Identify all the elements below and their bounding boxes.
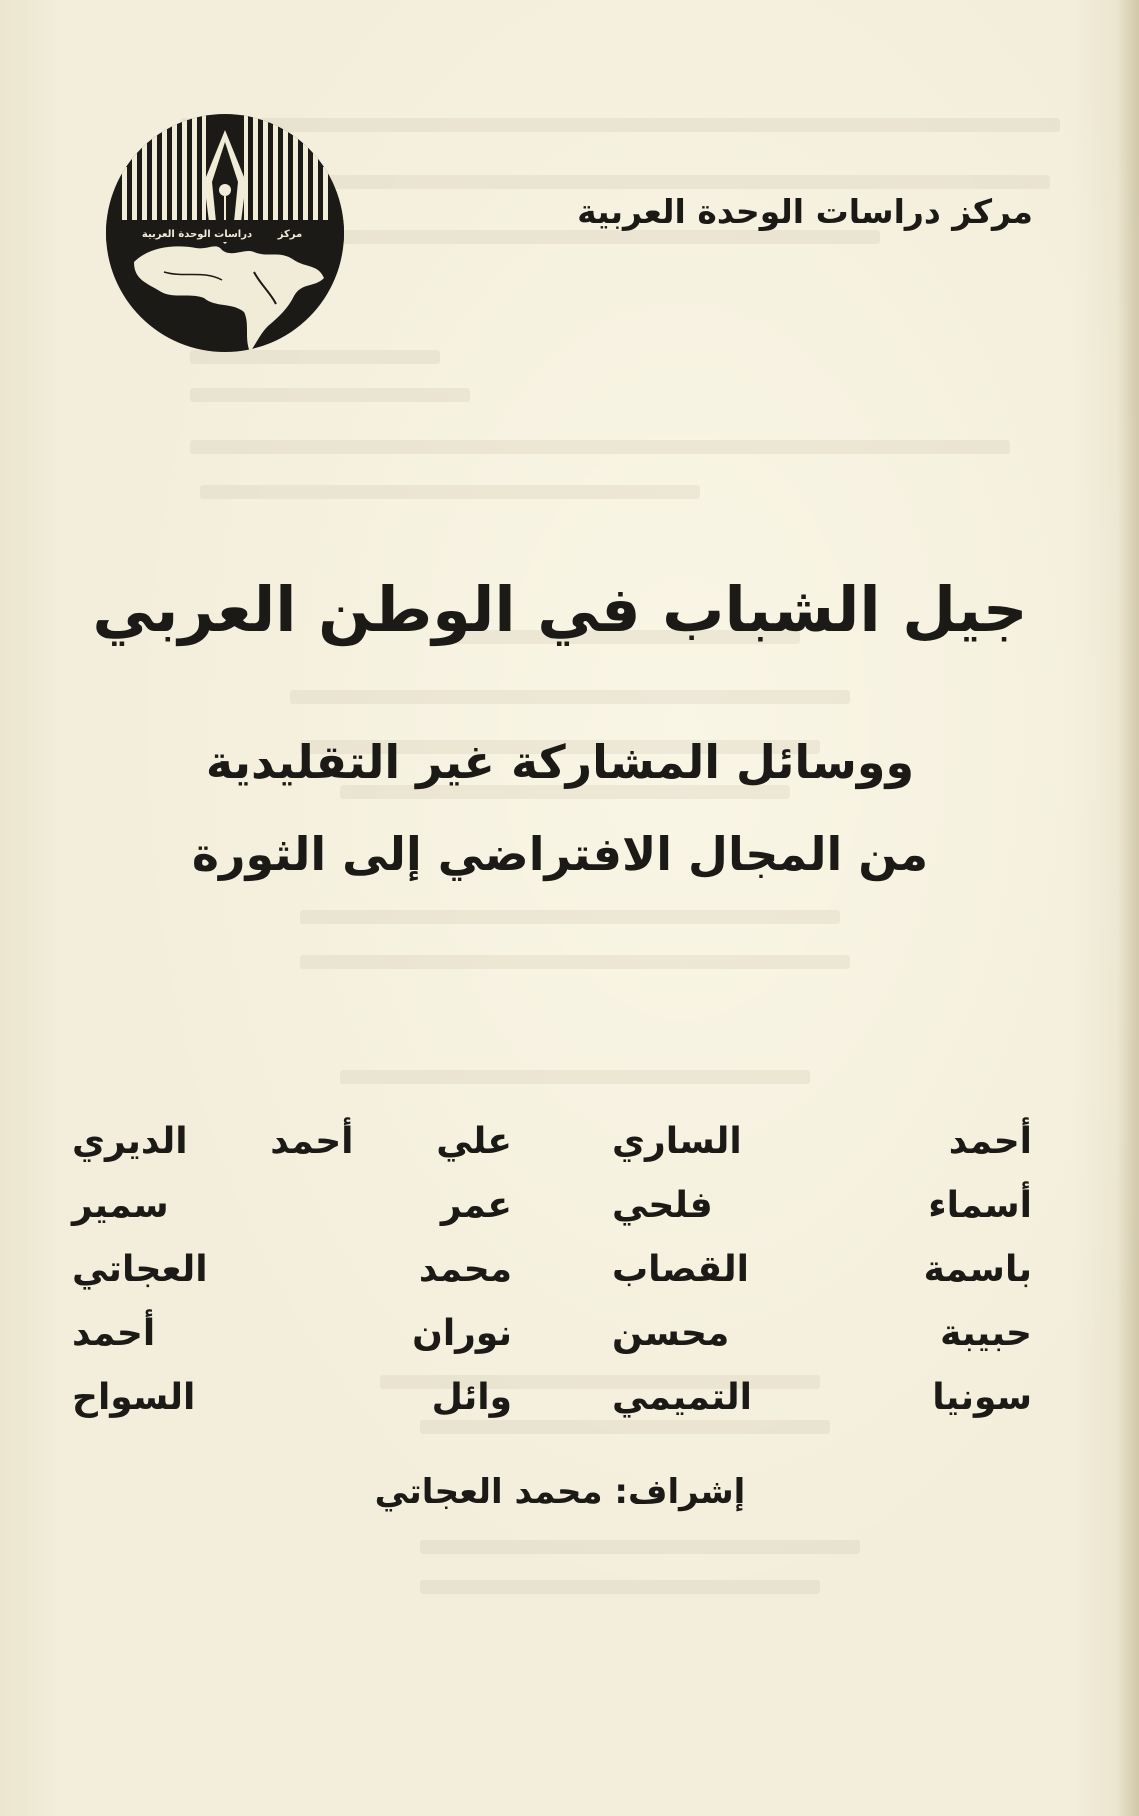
author-name: نوران أحمد bbox=[72, 1313, 512, 1354]
book-title: جيل الشباب في الوطن العربي bbox=[92, 573, 1028, 646]
book-subtitle-line-1: ووسائل المشاركة غير التقليدية bbox=[205, 735, 915, 789]
author-name: محمد العجاتي bbox=[72, 1249, 512, 1290]
page-edge-shadow bbox=[1117, 0, 1139, 1816]
author-name: وائل السواح bbox=[72, 1377, 512, 1418]
publisher-logo bbox=[104, 112, 346, 354]
author-name: علي أحمد الديري bbox=[72, 1121, 512, 1162]
author-name: حبيبة محسن bbox=[612, 1313, 1032, 1354]
book-subtitle-line-2: من المجال الافتراضي إلى الثورة bbox=[191, 827, 929, 881]
author-name: عمر سمير bbox=[72, 1185, 512, 1226]
authors-column-right bbox=[612, 1110, 1032, 1430]
author-name: باسمة القصاب bbox=[612, 1249, 1032, 1290]
supervision-credit: إشراف: محمد العجاتي bbox=[374, 1472, 746, 1512]
author-name: سونيا التميمي bbox=[612, 1377, 1032, 1418]
author-name: أحمد الساري bbox=[612, 1121, 1032, 1162]
publisher-name: مركز دراسات الوحدة العربية bbox=[577, 192, 1033, 231]
logo-caption-right: مركز bbox=[277, 229, 303, 240]
author-name: أسماء فلحي bbox=[612, 1185, 1032, 1226]
logo-caption-left: دراسات الوحدة العربية bbox=[141, 229, 253, 240]
authors-column-left bbox=[72, 1110, 512, 1430]
